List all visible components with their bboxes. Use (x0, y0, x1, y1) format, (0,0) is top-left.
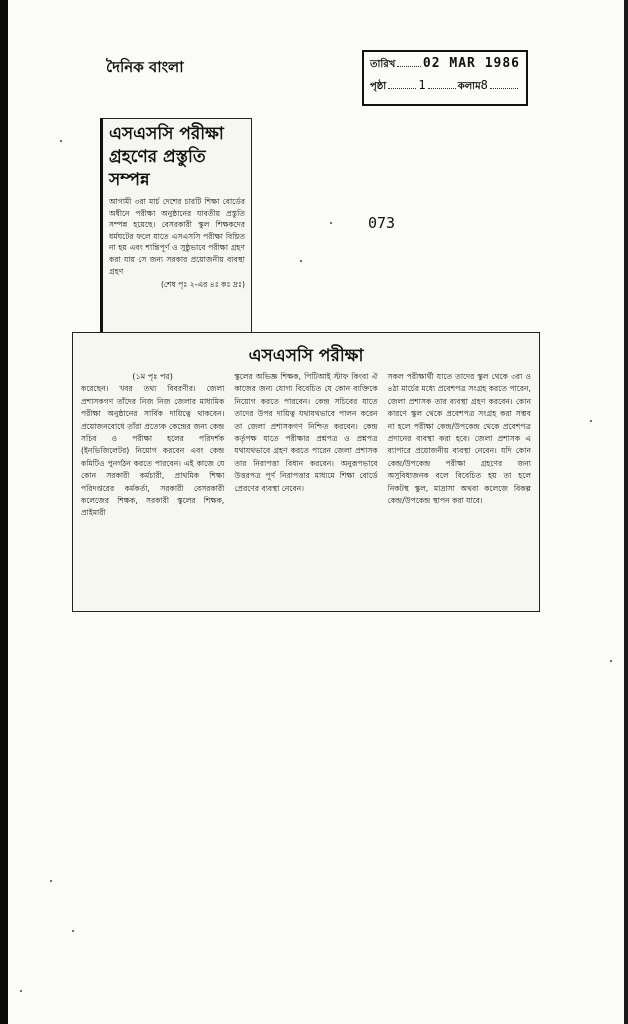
stamp-column-value: 8 (480, 78, 488, 92)
stamp-dotted-line (397, 66, 421, 67)
scan-speck (72, 930, 74, 932)
clipping-2-column-1 (81, 371, 224, 520)
clipping-1-continuation: (শেষ পৃঃ ২-এর ৪ঃ কঃ দ্রঃ) (160, 280, 245, 290)
news-clipping-1 (100, 118, 252, 336)
scan-speck (300, 260, 302, 262)
stamp-date-value: 02 MAR 1986 (422, 56, 520, 71)
news-clipping-2 (72, 332, 540, 612)
scan-speck (330, 222, 332, 224)
clipping-1-body: আগামী ৩রা মার্চ দেশের চারটি শিক্ষা বোর্ডের অধীনে পরীক্ষা অনুষ্ঠানের যাবতীয় প্রস্তুতি সম্পন্ন হয়েছে। বেসরকারী স্কুল শিক্ষকদের ধর্মঘটের ফলে যাতে এসএসসি পরীক্ষা বিঘ্নিত না হয় এবং শান্তিপূর্ণ ও সুষ্ঠুভাবে পরীক্ষা গ্রহণ করা যায় সে জন্য সরকার প্রয়োজনীয় ব্যবস্থা গ্রহণ (109, 197, 245, 276)
scan-border-right (624, 0, 628, 1024)
scan-speck (590, 420, 592, 422)
stamp-page-value: 1 (418, 78, 426, 92)
stamp-dotted-line (490, 88, 518, 89)
clipping-2-columns (81, 371, 531, 520)
scan-speck (60, 140, 62, 142)
scan-speck (610, 660, 612, 662)
scan-speck (20, 990, 22, 992)
clipping-2-column-3: সকল পরীক্ষার্থী যাতে তাদের স্কুল থেকে ৩রা ও ৪ঠা মার্চের মধ্যে প্রবেশপত্র সংগ্রহ করতে পারেন, জেলা প্রশাসক তার ব্যবস্থা গ্রহণ করবেন। কোন কারণে স্কুল থেকে প্রবেশপত্র সংগ্রহ করা সম্ভব না হলে পরীক্ষা কেন্দ্র/উপকেন্দ্র থেকে প্রবেশপত্র প্রদানের ব্যবস্থা করা হবে। জেলা প্রশাসক এ ব্যাপারে প্রয়োজনীয় ব্যবস্থা নেবেন। যদি কোন কেন্দ্র/উপকেন্দ্র পরীক্ষা গ্রহণের জন্য অসুবিধাজনক বলে বিবেচিত হয় তা হলে নিকটস্থ স্কুল, মাদ্রাসা অথবা কলেজে বিকল্প কেন্দ্র/উপকেন্দ্র স্থাপন করা যাবে। (387, 372, 531, 506)
stamp-dotted-line (388, 88, 416, 89)
stamp-column-label: কলাম (457, 81, 481, 92)
stamp-page-row (370, 78, 520, 100)
clipping-2-headline: এসএসসি পরীক্ষা (248, 346, 364, 366)
stamp-date-label: তারিখ (370, 59, 396, 70)
page-number: 073 (368, 214, 396, 232)
clipping-2-column-1-text: করেছেন। খবর তথ্য বিবরণীর। জেলা প্রশাসকগণ তাঁদের নিজ নিজ জেলার মাধ্যমিক পরীক্ষা অনুষ্ঠানের সার্বিক দায়িত্বে থাকবেন। প্রয়োজনবোধে তাঁরা প্রত্যেক কেন্দ্রের জন্য কেন্দ্র সচিব ও পরীক্ষা হলের পরিদর্শক (ইনভিজিলেটর) নিয়োগ করবেন এবং কেন্দ্র কমিটিও পুনর্গঠন করতে পারবেন। এই কাজে যে কোন সরকারী কর্মচারী, প্রাথমিক শিক্ষা পরিদপ্তরের কর্মকর্তা, সরকারী বেসরকারী কলেজের শিক্ষক, সরকারী স্কুলের শিক্ষক, প্রাইমারী (81, 384, 225, 518)
newspaper-name: দৈনিক বাংলা (106, 58, 184, 76)
stamp-dotted-line (428, 88, 456, 89)
stamp-date-row (370, 56, 520, 78)
scan-border-left (0, 0, 8, 1024)
stamp-page-label: পৃষ্ঠা (370, 81, 387, 92)
date-stamp (362, 50, 528, 106)
scan-speck (50, 880, 52, 882)
clipping-2-continued-label: (১ম পৃঃ পর) (132, 372, 173, 381)
clipping-2-column-2: স্কুলের অভিজ্ঞ শিক্ষক, পিটিআই স্টাফ কিংবা ঐ কাজের জন্য যোগ্য বিবেচিত যে কোন ব্যক্তিকে নিয়োগ করতে পারবেন। কেন্দ্র সচিবের যাতে তাদের উপর দায়িত্ব যথাযথভাবে পালন করেন তা জেলা প্রশাসকগণ নিশ্চিত করবেন। কেন্দ্র কর্তৃপক্ষ যাতে পরীক্ষার প্রশ্নপত্র ও প্রশ্নপত্র যথাযথভাবে গ্রহণ করতে পারেন জেলা প্রশাসক তার নিরাপত্তা বিধান করবেন। অনুরূপভাবে উত্তরপত্র পূর্ণ নিরাপত্তার মাধ্যমে শিক্ষা বোর্ডে প্রেরণের ব্যবস্থা নেবেন। (234, 372, 378, 493)
clipping-1-headline: এসএসসি পরীক্ষা গ্রহণের প্রস্তুতি সম্পন্ন (109, 124, 224, 190)
